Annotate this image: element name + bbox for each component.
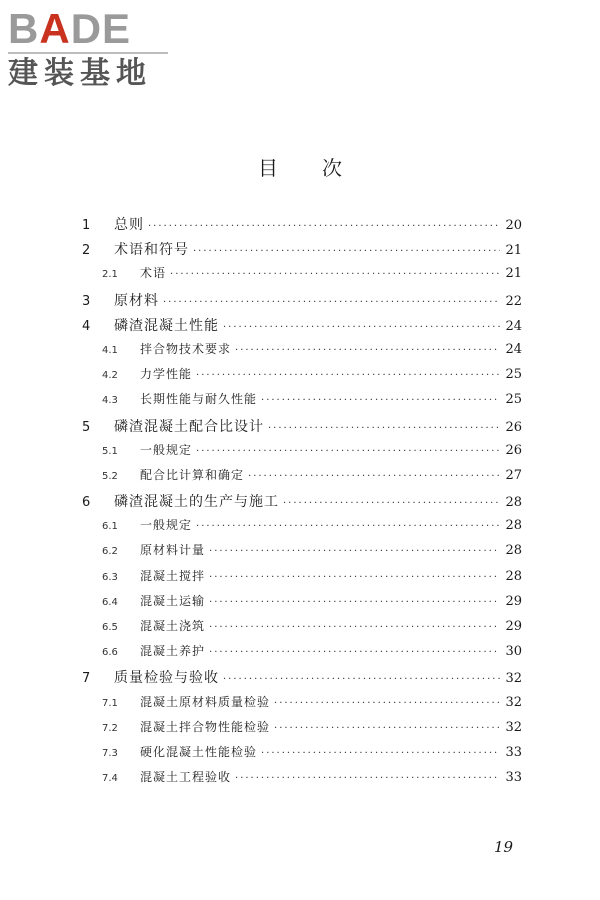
toc-entry (82, 617, 522, 642)
toc-entry-title: 术语和符号 (114, 242, 189, 259)
toc-entry-number: 7.1 (102, 697, 118, 709)
toc-entry (82, 693, 522, 718)
toc-entry-title: 混凝土原材料质量检验 (140, 694, 271, 709)
toc-entry-title: 磷渣混凝土性能 (114, 317, 219, 334)
toc-leader-dots (196, 370, 500, 381)
toc-entry-title: 混凝土搅拌 (140, 568, 206, 583)
toc-entry (82, 516, 522, 541)
toc-entry-page: 28 (505, 495, 522, 511)
toc-entry-number: 5 (82, 419, 91, 435)
logo-chinese-text: 建装基地 (8, 56, 152, 91)
toc-entry-page: 32 (505, 671, 522, 687)
toc-entry-page: 33 (505, 744, 522, 760)
toc-leader-dots (193, 246, 500, 257)
toc-entry-page: 27 (505, 467, 522, 483)
toc-leader-dots (163, 297, 500, 308)
toc-entry-page: 25 (505, 392, 522, 408)
toc-leader-dots (268, 423, 500, 434)
toc-entry-page: 29 (505, 619, 522, 634)
toc-entry-number: 2.1 (102, 269, 118, 281)
toc-entry-number: 2 (82, 243, 91, 259)
toc-entry-number: 7.3 (102, 747, 118, 759)
toc-entry (82, 264, 522, 289)
toc-entry-number: 6.5 (102, 622, 118, 633)
toc-entry-title: 混凝土浇筑 (140, 619, 206, 633)
toc-entry-number: 6.1 (102, 521, 118, 533)
toc-entry-page: 24 (505, 341, 522, 357)
toc-entry-number: 7.4 (102, 773, 118, 785)
toc-entry (82, 768, 522, 793)
toc-entry-number: 1 (82, 218, 91, 233)
table-of-contents (82, 214, 522, 793)
toc-entry-title: 混凝土工程验收 (140, 770, 232, 785)
toc-entry-page: 24 (505, 318, 522, 334)
toc-leader-dots (209, 546, 500, 557)
toc-entry-page: 33 (505, 770, 522, 786)
toc-entry-title: 混凝土养护 (140, 644, 206, 659)
toc-leader-dots (235, 773, 500, 784)
logo-divider (8, 52, 168, 54)
toc-entry-title: 混凝土拌合物性能检验 (140, 719, 271, 734)
toc-entry-page: 28 (505, 543, 522, 559)
toc-entry-page: 26 (505, 419, 522, 435)
toc-entry-title: 原材料 (114, 292, 159, 309)
toc-leader-dots (196, 521, 500, 532)
toc-entry (82, 340, 522, 365)
toc-leader-dots (209, 572, 500, 583)
toc-entry-number: 4.1 (102, 344, 118, 356)
toc-entry (82, 541, 522, 566)
toc-entry-page: 30 (505, 644, 522, 660)
toc-leader-dots (209, 622, 500, 633)
toc-entry-title: 拌合物技术要求 (140, 341, 232, 356)
toc-entry (82, 214, 522, 239)
toc-entry-number: 7 (82, 671, 91, 687)
toc-entry-page: 29 (505, 593, 522, 609)
toc-entry (82, 315, 522, 340)
toc-entry (82, 642, 522, 667)
toc-leader-dots (196, 446, 500, 457)
toc-entry (82, 592, 522, 617)
toc-entry (82, 466, 522, 491)
toc-leader-dots (274, 698, 500, 709)
toc-entry (82, 743, 522, 768)
toc-entry (82, 441, 522, 466)
toc-entry-number: 6.3 (102, 571, 118, 583)
toc-entry-title: 质量检验与验收 (114, 670, 219, 687)
toc-leader-dots (223, 322, 500, 333)
toc-entry (82, 390, 522, 415)
toc-entry-title: 一般规定 (140, 518, 193, 533)
toc-entry-number: 4 (82, 318, 91, 334)
toc-leader-dots (209, 597, 500, 608)
toc-entry (82, 365, 522, 390)
toc-entry-title: 力学性能 (140, 367, 193, 382)
toc-entry-number: 3 (82, 293, 91, 309)
toc-leader-dots (170, 269, 500, 280)
toc-leader-dots (223, 674, 500, 685)
toc-leader-dots (274, 723, 500, 734)
toc-entry (82, 567, 522, 592)
toc-entry-page: 21 (505, 243, 522, 259)
toc-entry-number: 6 (82, 495, 91, 511)
toc-entry-title: 硬化混凝土性能检验 (140, 744, 258, 759)
toc-entry-title: 长期性能与耐久性能 (140, 392, 258, 407)
toc-entry-number: 7.2 (102, 722, 118, 734)
toc-leader-dots (248, 471, 500, 482)
toc-entry (82, 239, 522, 264)
toc-entry-page: 28 (505, 518, 522, 534)
toc-entry-title: 原材料计量 (140, 543, 206, 558)
page-number: 19 (494, 838, 514, 856)
toc-entry-number: 4.2 (102, 370, 118, 382)
toc-leader-dots (261, 395, 500, 406)
toc-entry-number: 4.3 (102, 395, 118, 407)
toc-entry-number: 6.2 (102, 546, 118, 558)
toc-entry-number: 5.2 (102, 470, 118, 482)
toc-entry (82, 491, 522, 516)
toc-entry-page: 32 (505, 694, 522, 710)
toc-entry-title: 磷渣混凝土配合比设计 (114, 418, 264, 435)
toc-leader-dots (148, 221, 500, 232)
toc-entry (82, 667, 522, 692)
toc-entry-page: 21 (505, 266, 522, 282)
toc-heading: 目次 (258, 156, 386, 180)
toc-entry (82, 416, 522, 441)
toc-leader-dots (235, 345, 500, 356)
toc-entry-page: 28 (505, 568, 522, 584)
toc-entry-number: 5.1 (102, 445, 118, 457)
toc-entry (82, 718, 522, 743)
toc-entry (82, 290, 522, 315)
toc-entry-page: 20 (505, 218, 522, 233)
toc-entry-title: 一般规定 (140, 442, 193, 457)
toc-entry-title: 配合比计算和确定 (140, 467, 245, 482)
toc-entry-page: 32 (505, 719, 522, 735)
toc-entry-page: 25 (505, 367, 522, 383)
toc-entry-number: 6.4 (102, 596, 118, 608)
toc-leader-dots (283, 498, 500, 509)
brand-logo (8, 6, 178, 92)
toc-leader-dots (261, 748, 500, 759)
logo-wordmark: BADE (8, 5, 132, 52)
toc-entry-page: 22 (505, 293, 522, 309)
toc-entry-title: 混凝土运输 (140, 593, 206, 608)
toc-entry-number: 6.6 (102, 647, 118, 659)
toc-entry-title: 磷渣混凝土的生产与施工 (114, 494, 279, 511)
toc-leader-dots (209, 647, 500, 658)
toc-entry-title: 总则 (114, 217, 144, 233)
toc-entry-title: 术语 (140, 266, 167, 281)
toc-entry-page: 26 (505, 442, 522, 458)
